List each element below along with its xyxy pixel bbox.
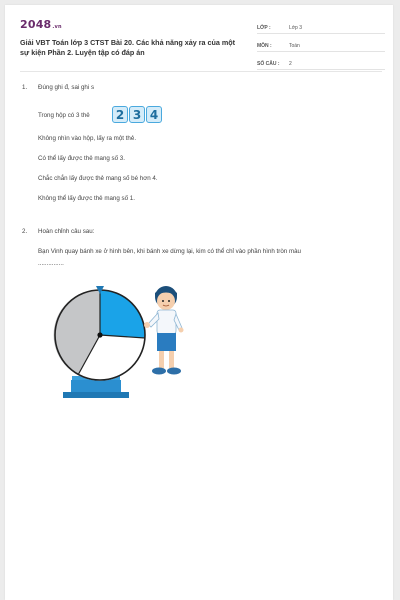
meta-value: Toán bbox=[289, 43, 300, 49]
spinner-illustration bbox=[45, 280, 195, 400]
spinner-blue-sector bbox=[100, 290, 145, 338]
answer-blank: ............... bbox=[38, 260, 64, 267]
question-2-prompt: Hoàn chỉnh câu sau: bbox=[38, 228, 95, 235]
boy-face bbox=[157, 292, 175, 310]
meta-key: SỐ CÂU : bbox=[257, 61, 280, 67]
meta-row-subject bbox=[257, 37, 385, 52]
meta-value: 2 bbox=[289, 61, 292, 67]
document-title: Giải VBT Toán lớp 3 CTST Bài 20. Các khả năng xảy ra của một sự kiện Phần 2. Luyện tập có đáp án bbox=[20, 38, 236, 57]
boy-shoe bbox=[152, 368, 166, 375]
statement-2: Có thể lấy được thẻ mang số 3. bbox=[38, 155, 125, 162]
question-1-number: 1. bbox=[22, 84, 28, 91]
spinner-hub bbox=[97, 332, 102, 337]
meta-key: MÔN : bbox=[257, 43, 272, 49]
question-1-intro: Trong hộp có 3 thẻ bbox=[38, 112, 90, 119]
question-1-prompt: Đúng ghi đ, sai ghi s bbox=[38, 84, 95, 91]
question-2-text: Bạn Vinh quay bánh xe ở hình bên, khi bánh xe dừng lại, kim có thể chỉ vào phần hình tròn màu bbox=[38, 248, 301, 255]
statement-3: Chắc chắn lấy được thẻ mang số bé hơn 4. bbox=[38, 175, 158, 182]
meta-panel bbox=[257, 19, 385, 73]
site-logo[interactable] bbox=[20, 18, 62, 31]
question-2-number: 2. bbox=[22, 228, 28, 235]
boy-figure bbox=[144, 286, 184, 375]
logo-suffix: .vn bbox=[52, 24, 62, 30]
number-card: 3 bbox=[129, 106, 145, 123]
boy-shirt bbox=[157, 310, 176, 334]
number-cards bbox=[112, 106, 162, 123]
meta-row-grade bbox=[257, 19, 385, 34]
statement-1: Không nhìn vào hộp, lấy ra một thẻ. bbox=[38, 135, 137, 142]
header-divider bbox=[20, 71, 382, 72]
spinner-base-foot bbox=[63, 392, 129, 398]
document-page bbox=[5, 5, 393, 600]
meta-key: LỚP : bbox=[257, 25, 271, 31]
boy-hand bbox=[144, 322, 150, 328]
boy-shorts bbox=[157, 333, 176, 351]
logo-text: 2048 bbox=[20, 18, 52, 31]
statement-4: Không thể lấy được thẻ mang số 1. bbox=[38, 195, 135, 202]
number-card: 4 bbox=[146, 106, 162, 123]
meta-row-question-count bbox=[257, 55, 385, 70]
meta-value: Lớp 3 bbox=[289, 25, 303, 31]
boy-shoe bbox=[167, 368, 181, 375]
number-card: 2 bbox=[112, 106, 128, 123]
